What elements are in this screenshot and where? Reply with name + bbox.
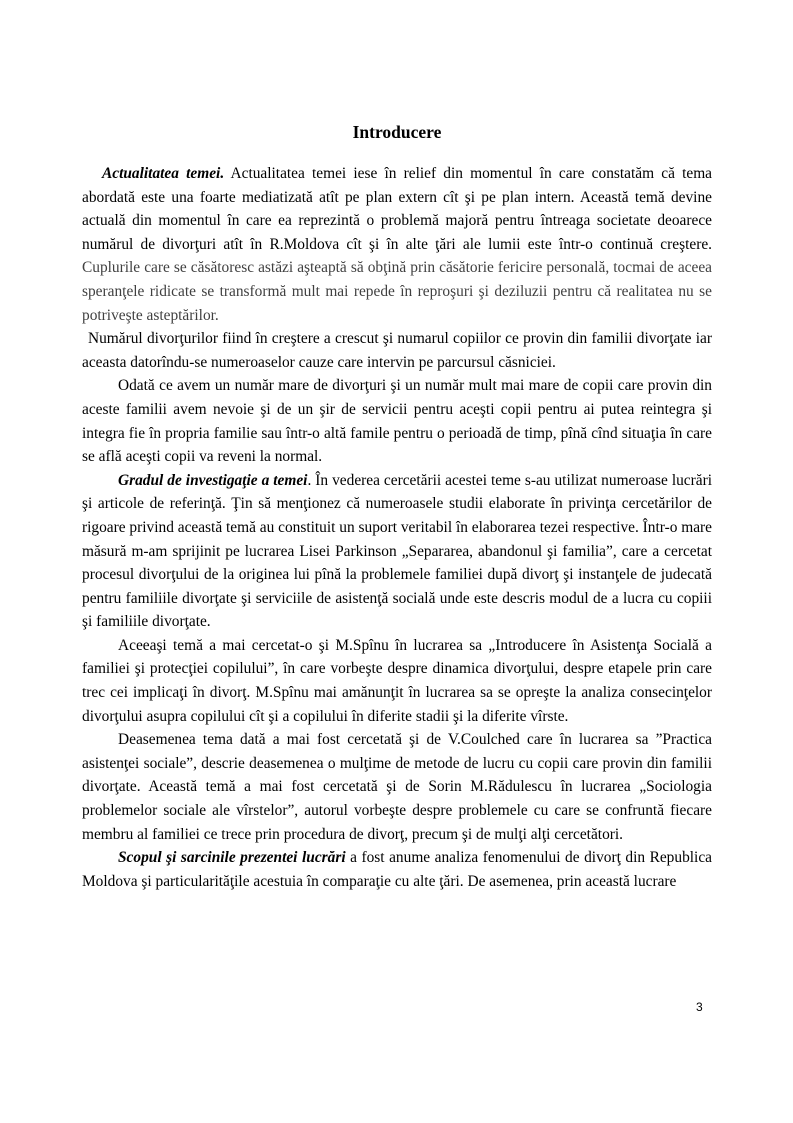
- page-title: Introducere: [352, 122, 442, 142]
- paragraph-lead: Actualitatea temei.: [102, 165, 225, 182]
- paragraph-text: . În vederea cercetării acestei teme s-au utilizat numeroase lucrări şi articole de referinţă. Ţin să menţionez că numeroasele studii elaborate în privinţa cercetărilor de rigoare privind această temă au constituit un suport veritabil în elaborarea tezei respective. Într-o mare măsură m-am sprijinit pe lucrarea Lisei Parkinson „Separarea, abandonul şi familia”, care a cercetat procesul divorţului de la originea lui pînă la problemele familiei după divorţ şi instanţele de judecată pentru familiile divorţate şi serviciile de asistenţă socială unde este descris modul de a lucra cu copiii şi familiile divorţate.: [82, 471, 713, 631]
- paragraph-spinu: [82, 634, 712, 728]
- paragraph-text-grey: Cuplurile care se căsătoresc astăzi aşteaptă să obţină prin căsătorie fericire personală, tocmai de aceea speranţele ridicate se transformă mult mai repede în reproşuri şi deziluzii pentru că realitatea nu se potriveşte asteptărilor.: [82, 259, 712, 324]
- paragraph-lead: Scopul şi sarcinile prezentei lucrări: [118, 849, 346, 867]
- paragraph-text: Odată ce avem un număr mare de divorţuri şi un număr mult mai mare de copii care provin din aceste familii avem nevoie şi de un şir de servicii pentru aceşti copii pentru ai putea reintegra şi integra fie în propria familie sau într-o altă famile pentru o perioadă de timp, pînă cînd situaţia în care se află aceşti copii va reveni la normal.: [82, 377, 712, 466]
- paragraph-numarul-divorturilor: [82, 327, 712, 374]
- paragraph-gradul-de-investigatie: [82, 469, 712, 634]
- document-body: [82, 162, 712, 893]
- page-number: 3: [696, 1000, 703, 1014]
- paragraph-text: a fost anume analiza fenomenului de divorţ din Republica Moldova şi particularităţile acestuia în comparaţie cu alte ţări. De asemenea, prin această lucrare: [82, 849, 712, 890]
- paragraph-servicii-copii: [82, 374, 712, 468]
- paragraph-text: Aceeaşi temă a mai cercetat-o şi M.Spînu în lucrarea sa „Introducere în Asistenţa Socială a familiei şi protecţiei copilului”, în care vorbeşte despre dinamica divorţului, despre etapele prin care trec cei implicaţi în divorţ. M.Spînu mai amănunţit în lucrarea sa se opreşte la analiza consecinţelor divorţului asupra copilului cît şi a copilului în diferite stadii şi la diferite vîrste.: [82, 636, 712, 725]
- paragraph-text: Deasemenea tema dată a mai fost cercetată şi de V.Coulched care în lucrarea sa ”Practica asistenţei sociale”, descrie deasemenea o mulţime de metode de lucru cu copii care provin din familii divorţate. Această temă a mai fost cercetată şi de Sorin M.Rădulescu în lucrarea „Sociologia problemelor sociale ale vîrstelor”, autorul vorbeşte despre problemele cu care se confruntă fiecare membru al familiei ce trece prin procedura de divorţ, precum şi de mulţi alţi cercetători.: [82, 731, 712, 843]
- paragraph-text: Numărul divorţurilor fiind în creştere a crescut şi numarul copiilor ce provin din familii divorţate iar aceasta datorîndu-se numeroaselor cauze care intervin pe parcursul căsniciei.: [82, 330, 712, 371]
- paragraph-coulched-radulescu: [82, 728, 712, 846]
- paragraph-scopul-si-sarcinile: [82, 846, 712, 893]
- paragraph-actualitatea-temei: [82, 162, 712, 327]
- paragraph-text: Actualitatea temei iese în relief din momentul în care constatăm că tema abordată este una foarte mediatizată atît pe plan extern cît şi pe plan intern. Această temă devine actuală din momentul în care ea reprezintă o problemă majoră pentru întreaga societate deoarece numărul de divorţuri atît în R.Moldova cît şi în alte ţări ale lumii este într-o continuă creştere.: [82, 165, 712, 253]
- paragraph-lead: Gradul de investigaţie a temei: [118, 471, 308, 489]
